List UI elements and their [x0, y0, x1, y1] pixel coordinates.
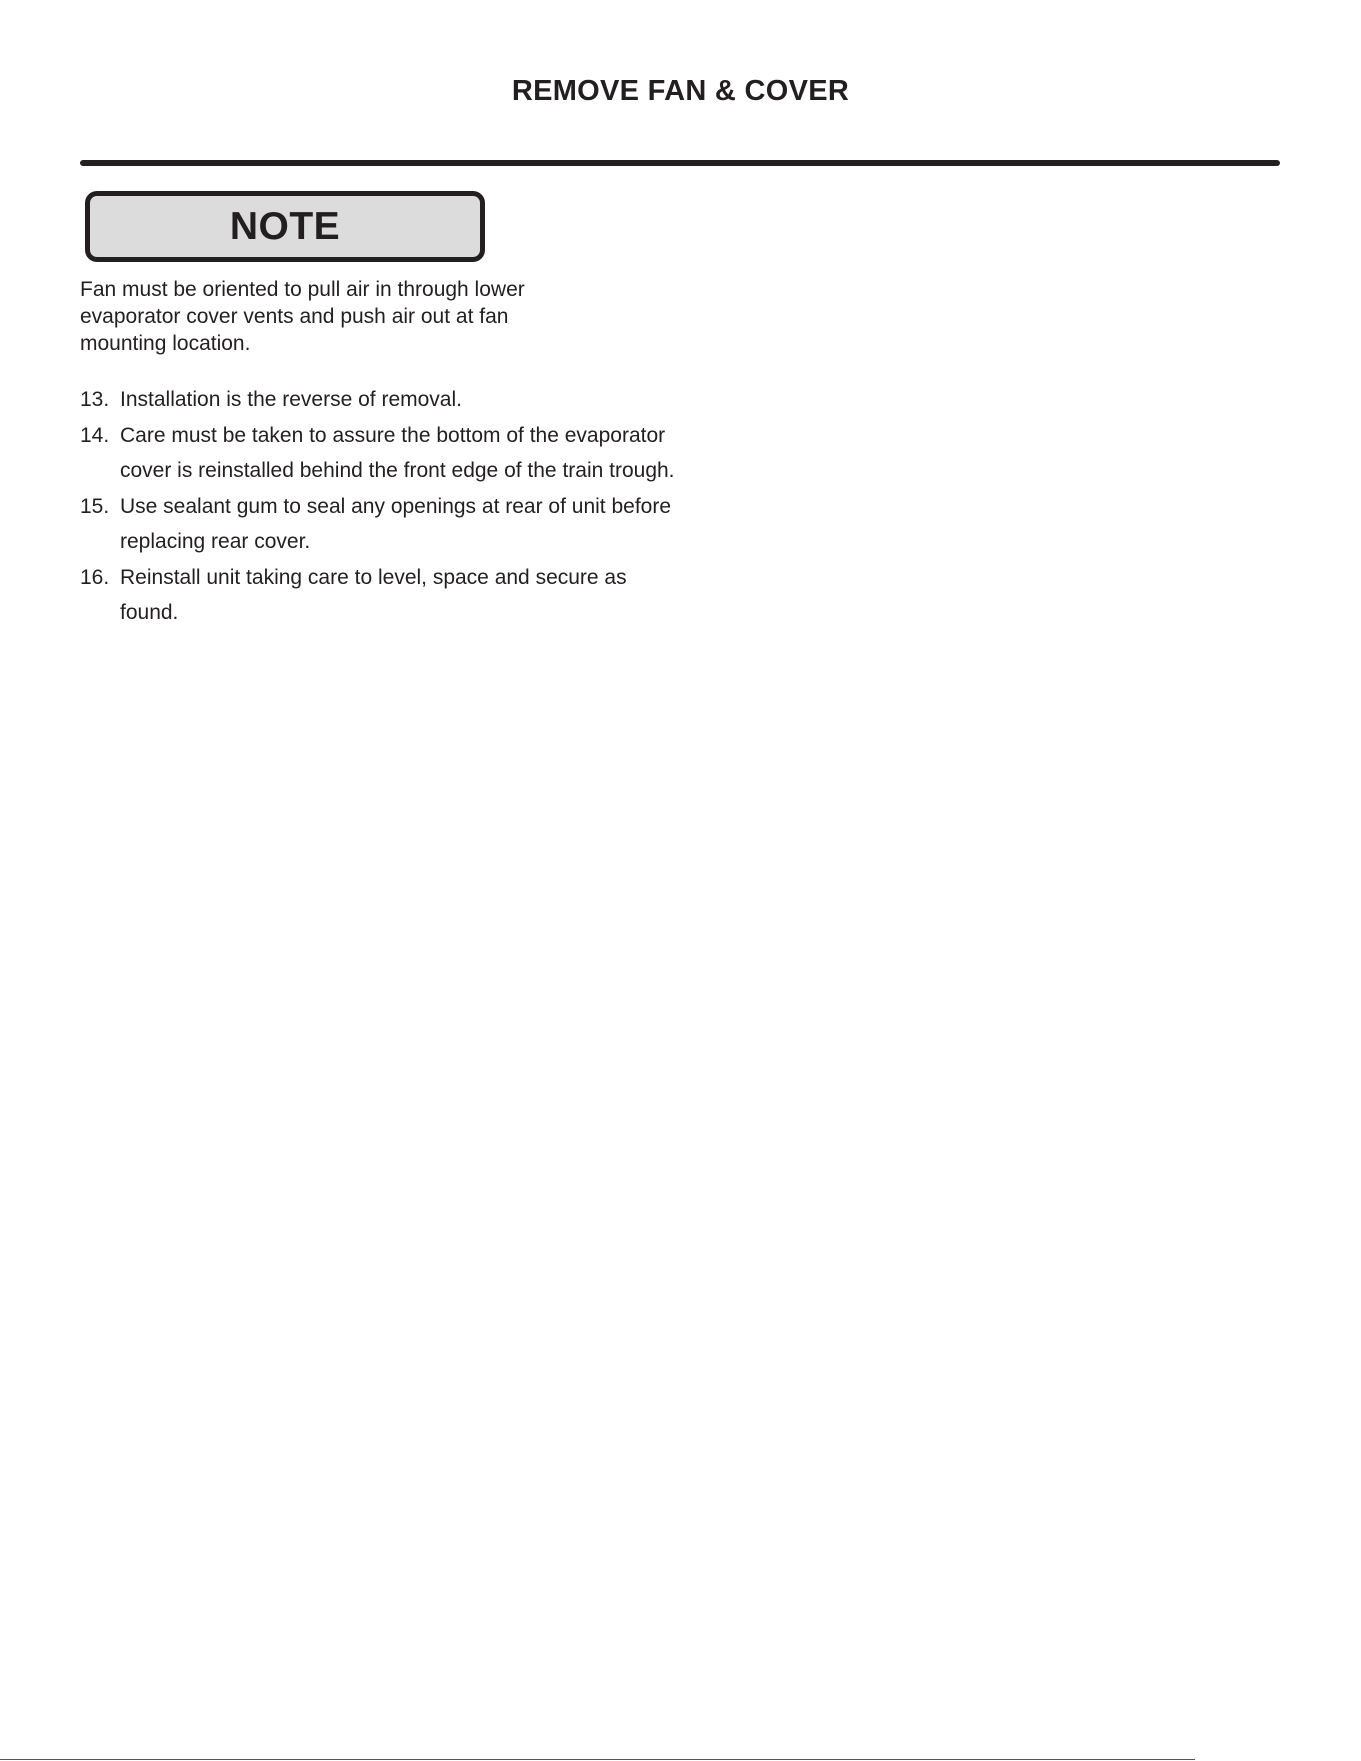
step-number: 13. [80, 388, 110, 411]
step-text: Installation is the reverse of removal. [120, 388, 462, 411]
step-number: 16. [80, 565, 110, 589]
step-text: Care must be taken to assure the bottom of the evaporator cover is reinstalled behind the front edge of the train trough. [120, 423, 675, 482]
page-title: REMOVE FAN & COVER [511, 75, 850, 107]
note-callout [85, 191, 485, 262]
footer-divider [0, 1759, 1195, 1760]
step-text: Reinstall unit taking care to level, space and secure as found. [120, 565, 627, 624]
step-item [80, 418, 680, 489]
step-item [80, 489, 680, 560]
step-item [80, 382, 680, 418]
step-number: 15. [80, 494, 110, 518]
step-text: Use sealant gum to seal any openings at rear of unit before replacing rear cover. [120, 494, 672, 553]
step-number: 14. [80, 423, 110, 447]
step-item [80, 560, 680, 631]
title-divider [80, 160, 1280, 166]
instruction-steps [80, 382, 680, 631]
note-label: NOTE [229, 204, 341, 248]
note-text: Fan must be oriented to pull air in through lower evaporator cover vents and push air out at fan mounting location. [80, 278, 525, 355]
